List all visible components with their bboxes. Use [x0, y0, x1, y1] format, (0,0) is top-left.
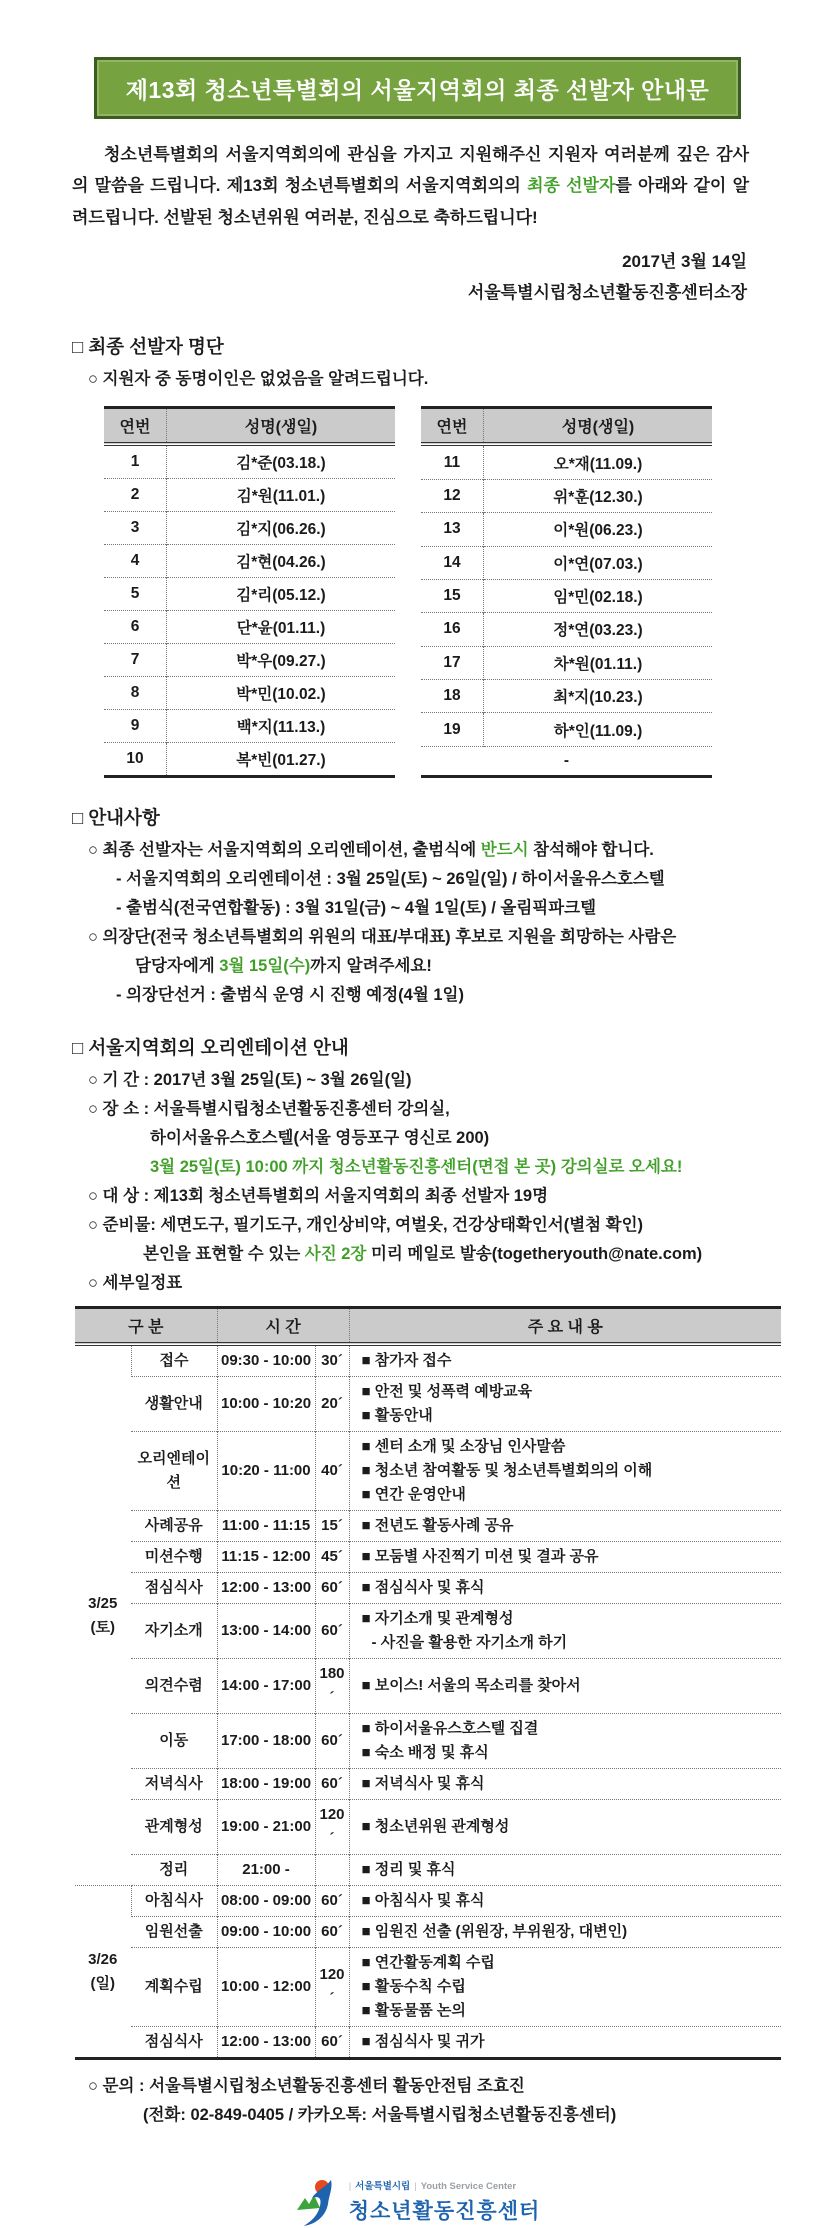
roster-row	[104, 611, 395, 644]
activity-cell: 점심식사	[131, 1573, 217, 1604]
duration-cell: 60´	[315, 2027, 349, 2059]
text-line	[72, 923, 835, 952]
content-cell	[349, 1769, 781, 1800]
duration-cell: 60´	[315, 1573, 349, 1604]
text-line	[72, 894, 835, 923]
schedule-row	[75, 1948, 781, 2027]
schedule-row	[75, 1573, 781, 1604]
text-line	[72, 865, 835, 894]
text-span: 본인을 표현할 수 있는	[143, 1245, 305, 1264]
column-header: 시 간	[217, 1308, 349, 1345]
highlight-text: 3월 25일(토) 10:00 까지 청소년활동진흥센터(면접 본 곳) 강의실로 오세요!	[150, 1158, 683, 1177]
content-item: ■ 임원진 선출 (위원장, 부위원장, 대변인)	[361, 1923, 628, 1941]
content-item: ■ 연간 운영안내	[361, 1486, 466, 1504]
roster-head	[104, 408, 395, 445]
schedule-header-row	[75, 1308, 781, 1345]
roster-cell: 김*준(03.18.)	[167, 444, 396, 479]
duration-cell: 30´	[315, 1344, 349, 1377]
intro-paragraph	[72, 139, 749, 233]
roster-row	[421, 444, 712, 479]
roster-row	[104, 578, 395, 611]
text-span: ○ 세부일정표	[88, 1274, 183, 1293]
roster-cell: 2	[104, 479, 167, 512]
content-cell	[349, 1573, 781, 1604]
roster-table-right	[421, 406, 712, 778]
time-cell: 10:20 - 11:00	[217, 1432, 315, 1511]
content-cell	[349, 1604, 781, 1659]
highlight-text: 사진 2장	[304, 1245, 367, 1264]
text-line	[72, 2072, 835, 2101]
duration-cell: 60´	[315, 1769, 349, 1800]
roster-cell: 복*빈(01.27.)	[167, 743, 396, 777]
time-cell: 17:00 - 18:00	[217, 1714, 315, 1769]
content-item: ■ 하이서울유스호스텔 집결	[361, 1720, 539, 1738]
roster-cell: 오*재(11.09.)	[484, 444, 713, 479]
roster-row	[421, 513, 712, 546]
roster-cell: 11	[443, 453, 461, 471]
schedule-row	[75, 1769, 781, 1800]
content-item: ■ 저녁식사 및 휴식	[361, 1775, 485, 1793]
content-cell	[349, 1659, 781, 1714]
schedule-table	[75, 1306, 781, 2060]
roster-table-left	[104, 406, 395, 778]
content-item: ■ 활동물품 논의	[361, 2002, 466, 2020]
content-cell	[349, 1917, 781, 1948]
text-line	[72, 1182, 835, 1211]
roster-cell: 14	[421, 546, 484, 579]
orientation-section	[0, 1034, 835, 1298]
contact-lines	[72, 2072, 835, 2130]
text-line	[72, 2101, 835, 2130]
text-line	[72, 1095, 835, 1124]
intro-text: 청소년특별회의 서울지역회의에 관심을 가지고 지원해주신 지원자 여러분께 깊은 감사의 말씀을 드립니다. 제13회 청소년특별회의 서울지역회의의	[72, 145, 749, 196]
section-heading: □ 안내사항	[72, 807, 160, 829]
roster-row	[421, 479, 712, 512]
text-span: ○ 장 소 : 서울특별시립청소년활동진흥센터 강의실,	[88, 1100, 450, 1119]
issue-date: 2017년 3월 14일	[622, 252, 747, 272]
roster-cell: 백*지(11.13.)	[167, 710, 396, 743]
roster-cell: 김*리(05.12.)	[167, 578, 396, 611]
schedule-body	[75, 1344, 781, 2059]
text-span: 하이서울유스호스텔(서울 영등포구 영신로 200)	[150, 1129, 490, 1148]
time-cell: 12:00 - 13:00	[217, 1573, 315, 1604]
content-item: - 사진을 활용한 자기소개 하기	[371, 1634, 568, 1652]
schedule-row	[75, 1917, 781, 1948]
content-item: ■ 정리 및 휴식	[361, 1861, 456, 1879]
content-item: ■ 점심식사 및 귀가	[361, 2033, 485, 2051]
roster-header-row	[104, 408, 395, 445]
roster-cell: 19	[421, 713, 484, 746]
content-item: ■ 자기소개 및 관계형성	[361, 1610, 514, 1628]
date-cell	[75, 1344, 131, 1886]
time-cell: 10:00 - 10:20	[217, 1377, 315, 1432]
roster-row	[421, 746, 712, 776]
date-cell	[75, 1886, 131, 2059]
content-item: ■ 전년도 활동사례 공유	[361, 1517, 514, 1535]
content-item: ■ 점심식사 및 휴식	[361, 1579, 485, 1597]
time-cell: 13:00 - 14:00	[217, 1604, 315, 1659]
roster-cell: 12	[421, 479, 484, 512]
section-heading: □ 최종 선발자 명단	[72, 336, 224, 358]
schedule-row	[75, 1432, 781, 1511]
schedule-row	[75, 1886, 781, 1917]
activity-cell: 임원선출	[131, 1917, 217, 1948]
logo-text	[349, 2181, 541, 2225]
duration-cell: 120´	[315, 1948, 349, 2027]
roster-cell: 이*연(07.03.)	[484, 546, 713, 579]
column-header: 성명(생일)	[484, 408, 713, 445]
duration-cell: 45´	[315, 1542, 349, 1573]
roster-cell: 김*지(06.26.)	[167, 512, 396, 545]
roster-row	[421, 579, 712, 612]
schedule-row	[75, 2027, 781, 2059]
time-cell: 11:00 - 11:15	[217, 1511, 315, 1542]
roster-row	[104, 644, 395, 677]
issuer-name: 서울특별시립청소년활동진흥센터소장	[467, 283, 747, 303]
schedule-row	[75, 1604, 781, 1659]
content-cell	[349, 1948, 781, 2027]
text-span: 담당자에게	[135, 957, 220, 976]
roster-cell: 13	[421, 513, 484, 546]
roster-cell: 1	[130, 453, 140, 471]
text-span: 참석해야 합니다.	[528, 841, 654, 860]
content-item: ■ 연간활동계획 수립	[361, 1954, 495, 1972]
duration-cell: 15´	[315, 1511, 349, 1542]
roster-row	[421, 646, 712, 679]
content-item: ■ 청소년위원 관계형성	[361, 1818, 510, 1836]
text-span: 까지 알려주세요!	[310, 957, 432, 976]
duration-cell: 180´	[315, 1659, 349, 1714]
content-cell	[349, 1511, 781, 1542]
activity-cell: 아침식사	[131, 1886, 217, 1917]
document-title: 제13회 청소년특별회의 서울지역회의 최종 선발자 안내문	[125, 76, 710, 103]
roster-cell: 단*윤(01.11.)	[167, 611, 396, 644]
schedule-head	[75, 1308, 781, 1345]
time-cell: 19:00 - 21:00	[217, 1800, 315, 1855]
activity-cell: 자기소개	[131, 1604, 217, 1659]
schedule-row	[75, 1659, 781, 1714]
text-span: 미리 메일로 발송(togetheryouth@nate.com)	[366, 1245, 703, 1264]
duration-cell: 60´	[315, 1604, 349, 1659]
duration-cell: 60´	[315, 1714, 349, 1769]
text-line	[72, 836, 835, 865]
text-span: - 의장단선거 : 출범식 운영 시 진행 예정(4월 1일)	[116, 986, 464, 1005]
roster-row	[421, 713, 712, 746]
roster-cell: 이*원(06.23.)	[484, 513, 713, 546]
content-item: ■ 숙소 배정 및 휴식	[361, 1744, 489, 1762]
roster-row	[421, 546, 712, 579]
duration-cell: 20´	[315, 1377, 349, 1432]
schedule-row	[75, 1377, 781, 1432]
roster-row	[104, 479, 395, 512]
duration-cell: 120´	[315, 1800, 349, 1855]
roster-row	[104, 743, 395, 777]
time-cell: 14:00 - 17:00	[217, 1659, 315, 1714]
activity-cell: 의견수렴	[131, 1659, 217, 1714]
date-line: (일)	[90, 1974, 115, 1992]
roster-cell: 최*지(10.23.)	[484, 680, 713, 713]
highlight-text: 최종 선발자	[527, 176, 616, 196]
schedule-row	[75, 1344, 781, 1377]
content-item: ■ 모둠별 사진찍기 미션 및 결과 공유	[361, 1548, 599, 1566]
schedule-row	[75, 1855, 781, 1886]
highlight-text: 3월 15일(수)	[219, 957, 311, 976]
roster-row	[104, 710, 395, 743]
content-item: ■ 활동안내	[361, 1407, 433, 1425]
content-cell	[349, 1377, 781, 1432]
roster-cell: 4	[104, 545, 167, 578]
intro-text: 를 아래와 같이 알려드립니다. 선발된 청소년위원 여러분, 진심으로 축하드립니다!	[72, 176, 749, 227]
activity-cell: 저녁식사	[131, 1769, 217, 1800]
column-header: 성명(생일)	[167, 408, 396, 445]
content-cell	[349, 1542, 781, 1573]
text-span: - 서울지역회의 오리엔테이션 : 3월 25일(토) ~ 26일(일) / 하이서울유스호스텔	[116, 870, 665, 889]
roster-cell: 6	[104, 611, 167, 644]
roster-cell: 차*원(01.11.)	[484, 646, 713, 679]
content-cell	[349, 1800, 781, 1855]
roster-row	[104, 545, 395, 578]
roster-cell: 김*현(04.26.)	[167, 545, 396, 578]
notice-section	[0, 804, 835, 1010]
roster-cell: 10	[104, 743, 167, 777]
roster-cell: 17	[421, 646, 484, 679]
roster-cell: 15	[421, 579, 484, 612]
duration-cell	[315, 1855, 349, 1886]
title-banner	[94, 57, 741, 119]
roster-cell: 하*인(11.09.)	[484, 713, 713, 746]
time-cell: 10:00 - 12:00	[217, 1948, 315, 2027]
roster-cell: 7	[104, 644, 167, 677]
logo-english-label: Youth Service Center	[420, 2181, 517, 2193]
content-item: ■ 안전 및 성폭력 예방교육	[361, 1383, 533, 1401]
content-cell	[349, 1855, 781, 1886]
roster-cell: 16	[421, 613, 484, 646]
activity-cell: 접수	[131, 1344, 217, 1377]
text-line	[72, 1124, 835, 1153]
column-header: 연번	[421, 408, 484, 445]
time-cell: 08:00 - 09:00	[217, 1886, 315, 1917]
roster-cell: 위*훈(12.30.)	[484, 479, 713, 512]
activity-cell: 점심식사	[131, 2027, 217, 2059]
roster-row	[104, 444, 395, 479]
content-item: ■ 참가자 접수	[361, 1352, 452, 1370]
roster-cell: -	[421, 746, 712, 776]
time-cell: 21:00 -	[217, 1855, 315, 1886]
column-header: 구 분	[75, 1308, 217, 1345]
text-line	[72, 1066, 835, 1095]
time-cell: 12:00 - 13:00	[217, 2027, 315, 2059]
logo-separator: |	[348, 2181, 352, 2193]
duration-cell: 60´	[315, 1886, 349, 1917]
schedule-row	[75, 1511, 781, 1542]
roster-note: ○ 지원자 중 동명이인은 없었음을 알려드립니다.	[88, 370, 429, 389]
roster-cell: 박*우(09.27.)	[167, 644, 396, 677]
content-item: ■ 보이스! 서울의 목소리를 찾아서	[361, 1677, 581, 1695]
text-line	[72, 952, 835, 981]
roster-row	[104, 512, 395, 545]
text-line	[72, 1240, 835, 1269]
roster-cell: 김*원(11.01.)	[167, 479, 396, 512]
text-line	[72, 1211, 835, 1240]
roster-head	[421, 408, 712, 445]
text-span: ○ 최종 선발자는 서울지역회의 오리엔테이션, 출범식에	[88, 841, 481, 860]
activity-cell: 이동	[131, 1714, 217, 1769]
text-span: - 출범식(전국연합활동) : 3월 31일(금) ~ 4월 1일(토) / 올림픽파크텔	[116, 899, 597, 918]
time-cell: 18:00 - 19:00	[217, 1769, 315, 1800]
roster-row	[421, 680, 712, 713]
roster-cell: 정*연(03.23.)	[484, 613, 713, 646]
activity-cell: 생활안내	[131, 1377, 217, 1432]
final-selectee-section	[0, 333, 835, 778]
duration-cell: 40´	[315, 1432, 349, 1511]
activity-cell: 계획수립	[131, 1948, 217, 2027]
roster-cell: 5	[104, 578, 167, 611]
roster-tables	[104, 406, 835, 778]
content-cell	[349, 2027, 781, 2059]
activity-cell: 정리	[131, 1855, 217, 1886]
content-cell	[349, 1714, 781, 1769]
schedule-row	[75, 1714, 781, 1769]
content-cell	[349, 1432, 781, 1511]
text-line	[72, 1153, 835, 1182]
schedule-row	[75, 1800, 781, 1855]
activity-cell: 오리엔테이션	[131, 1432, 217, 1511]
content-item: ■ 활동수칙 수립	[361, 1978, 466, 1996]
activity-cell: 사례공유	[131, 1511, 217, 1542]
roster-row	[421, 613, 712, 646]
roster-cell: 임*민(02.18.)	[484, 579, 713, 612]
logo-separator: |	[414, 2181, 417, 2193]
highlight-text: 반드시	[480, 841, 529, 860]
roster-cell: 8	[104, 677, 167, 710]
content-item: ■ 아침식사 및 휴식	[361, 1892, 485, 1910]
activity-cell: 관계형성	[131, 1800, 217, 1855]
logo-org-name: 청소년활동진흥센터	[348, 2200, 541, 2224]
activity-cell: 미션수행	[131, 1542, 217, 1573]
text-span: ○ 기 간 : 2017년 3월 25일(토) ~ 3월 26일(일)	[88, 1071, 412, 1090]
section-heading: □ 서울지역회의 오리엔테이션 안내	[72, 1037, 349, 1059]
time-cell: 09:00 - 10:00	[217, 1917, 315, 1948]
content-cell	[349, 1886, 781, 1917]
text-span: ○ 준비물: 세면도구, 필기도구, 개인상비약, 여벌옷, 건강상태확인서(별첨 확인)	[88, 1216, 644, 1235]
roster-cell: 박*민(10.02.)	[167, 677, 396, 710]
roster-body	[104, 444, 395, 777]
content-cell	[349, 1344, 781, 1377]
content-item: ■ 센터 소개 및 소장님 인사말씀	[361, 1438, 566, 1456]
column-header: 주 요 내 용	[349, 1308, 781, 1345]
text-span: ○ 의장단(전국 청소년특별회의 위원의 대표/부대표) 후보로 지원을 희망하는 사람은	[88, 928, 677, 947]
orientation-lines	[72, 1066, 835, 1298]
roster-header-row	[421, 408, 712, 445]
time-cell: 11:15 - 12:00	[217, 1542, 315, 1573]
roster-cell: 18	[421, 680, 484, 713]
content-item: ■ 청소년 참여활동 및 청소년특별회의의 이해	[361, 1462, 653, 1480]
roster-cell: 9	[104, 710, 167, 743]
youth-center-logo-icon	[295, 2178, 341, 2228]
roster-cell: 3	[104, 512, 167, 545]
time-cell: 09:30 - 10:00	[217, 1344, 315, 1377]
notice-lines	[72, 836, 835, 1010]
text-line	[72, 981, 835, 1010]
text-span: ○ 문의 : 서울특별시립청소년활동진흥센터 활동안전팀 조효진	[88, 2077, 525, 2096]
logo-city-label: 서울특별시립	[355, 2181, 411, 2193]
text-line	[72, 1269, 835, 1298]
text-span: ○ 대 상 : 제13회 청소년특별회의 서울지역회의 최종 선발자 19명	[88, 1187, 549, 1206]
footer-logo	[295, 2178, 541, 2228]
roster-row	[104, 677, 395, 710]
column-header: 연번	[104, 408, 167, 445]
date-line: 3/25	[88, 1594, 118, 1612]
text-span: (전화: 02-849-0405 / 카카오톡: 서울특별시립청소년활동진흥센터)	[143, 2106, 617, 2125]
schedule-row	[75, 1542, 781, 1573]
duration-cell: 60´	[315, 1917, 349, 1948]
date-line: (토)	[90, 1618, 115, 1636]
roster-body	[421, 444, 712, 777]
date-line: 3/26	[88, 1950, 118, 1968]
